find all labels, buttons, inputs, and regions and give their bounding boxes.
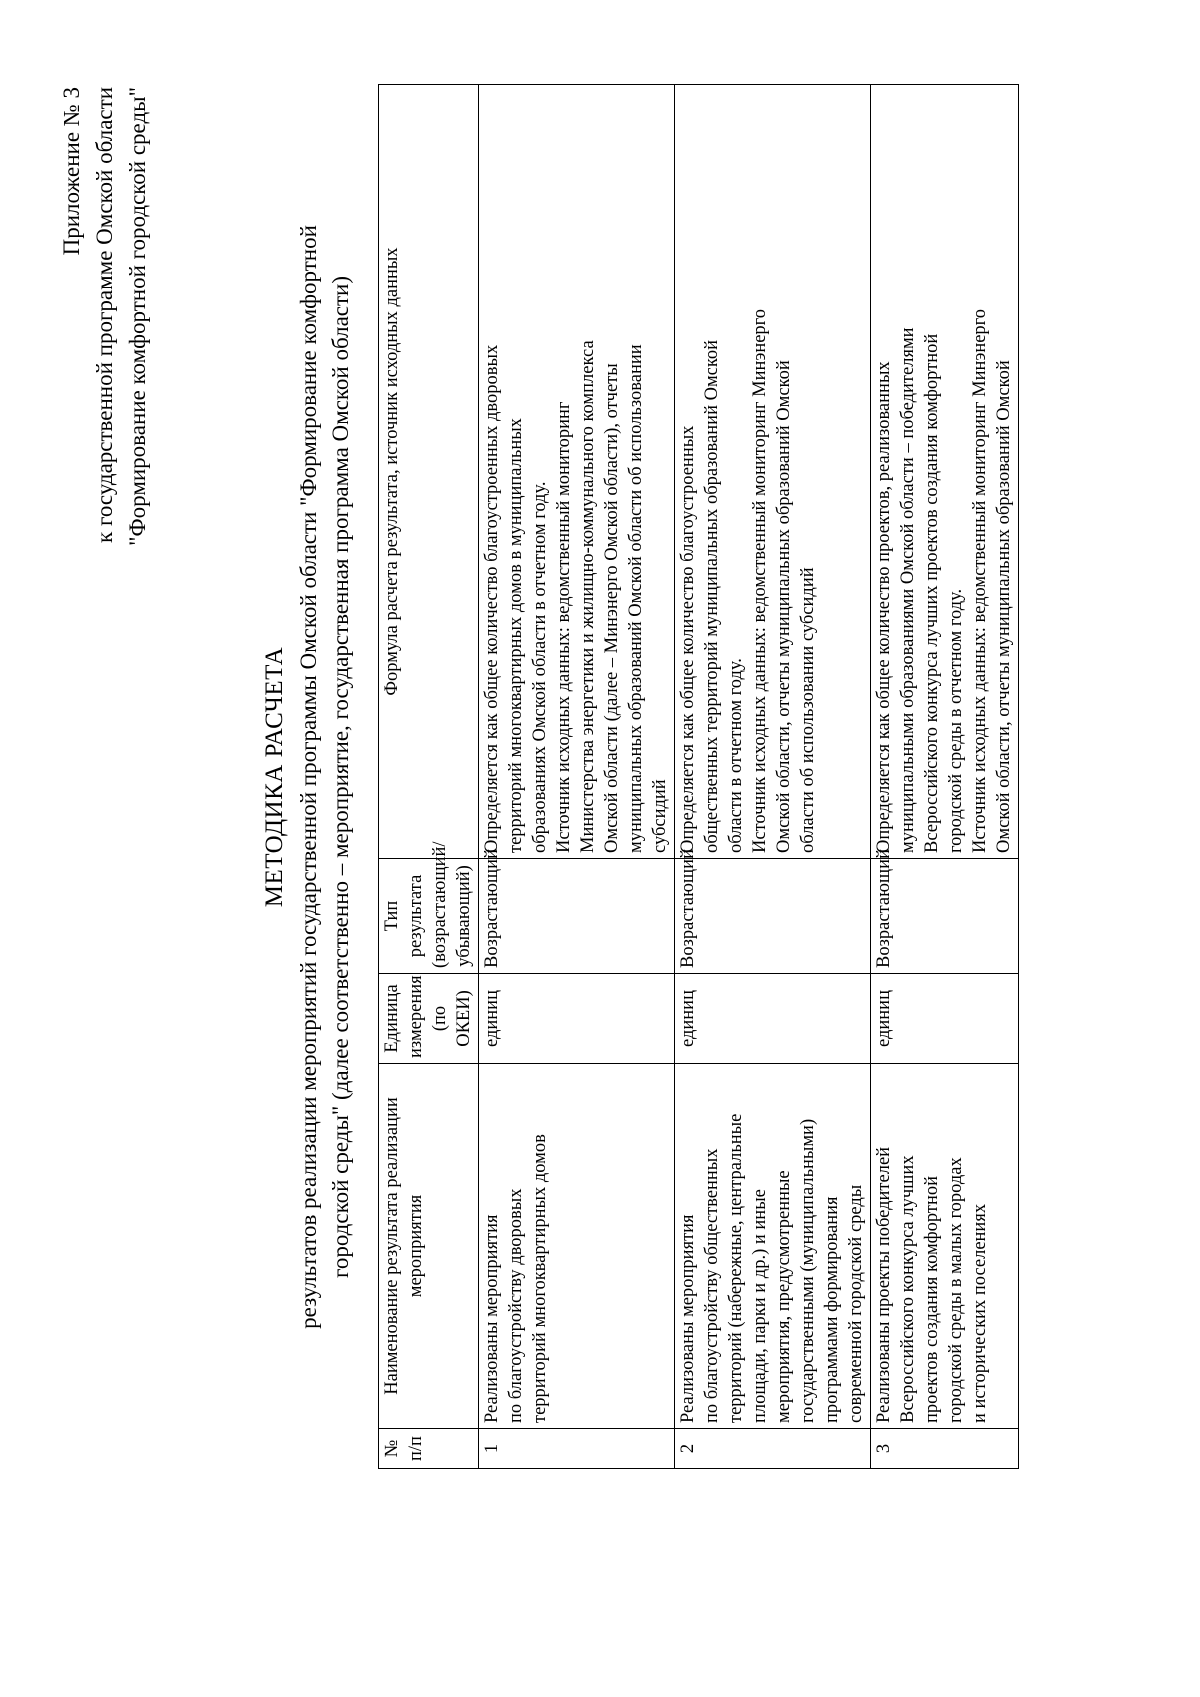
document-subtitle-line-2: городской среды" (далее соответственно – мероприятие, государственная программа Омской области)	[328, 275, 353, 1279]
row-result-type: Возрастающий	[871, 859, 1019, 974]
header-number: № п/п	[379, 1429, 479, 1469]
row-result-name: Реализованы мероприятия по благоустройству дворовых территорий многоквартирных домов	[479, 1064, 675, 1429]
row-result-type: Возрастающий	[675, 859, 871, 974]
row-number: 3	[871, 1429, 1019, 1469]
document-title: МЕТОДИКА РАСЧЕТА	[261, 646, 288, 908]
appendix-line-1: Приложение № 3	[59, 87, 84, 256]
row-formula: Определяется как общее количество благоустроенных общественных территорий муниципальных образований Омской области в отчетном году. Источник исходных данных: ведомственный мониторинг Минэнерго Омской области, отчеты муниципальных образований Омской области об использовании субсидий	[675, 85, 871, 859]
document-subtitle-line-1: результатов реализации мероприятий государственной программы Омской области "Формирование комфортной	[296, 225, 321, 1329]
appendix-line-3: "Формирование комфортной городской среды"	[125, 87, 150, 546]
row-number: 1	[479, 1429, 675, 1469]
document-title-block	[258, 87, 356, 1467]
methodics-table	[378, 84, 1019, 1469]
appendix-line-2: к государственной программе Омской области	[92, 87, 117, 543]
header-result-name: Наименование результата реализации мероприятия	[379, 1064, 479, 1429]
row-formula: Определяется как общее количество проектов, реализованных муниципальными образованиями Омской области – победителями Всероссийского конкурса лучших проектов создания комфортной городской среды в отчетном году. Источник исходных данных: ведомственный мониторинг Минэнерго Омской области, отчеты муниципальных образований Омской	[871, 85, 1019, 859]
table-row	[871, 85, 1019, 1469]
table-row	[675, 85, 871, 1469]
header-result-type: Тип результата (возрастающий/ убывающий)	[379, 859, 479, 974]
row-result-name: Реализованы проекты победителей Всероссийского конкурса лучших проектов создания комфортной городской среды в малых городах и исторических поселениях	[871, 1064, 1019, 1429]
appendix-header	[55, 87, 154, 1467]
row-unit: единиц	[871, 974, 1019, 1064]
table-row	[479, 85, 675, 1469]
header-formula: Формула расчета результата, источник исходных данных	[379, 85, 479, 859]
row-formula: Определяется как общее количество благоустроенных дворовых территорий многоквартирных домов в муниципальных образованиях Омской области в отчетном году. Источник исходных данных: ведомственный мониторинг Министерства энергетики и жилищно-коммунального комплекса Омской области (далее – Минэнерго Омской области), отчеты муниципальных образований Омской области об использовании субсидий	[479, 85, 675, 859]
row-result-type: Возрастающий	[479, 859, 675, 974]
table-header-row	[379, 85, 479, 1469]
row-unit: единиц	[479, 974, 675, 1064]
header-unit: Единица измерения (по ОКЕИ)	[379, 974, 479, 1064]
row-unit: единиц	[675, 974, 871, 1064]
row-result-name: Реализованы мероприятия по благоустройству общественных территорий (набережные, центральные площади, парки и др.) и иные мероприятия, предусмотренные государственными (муниципальными) программами формирования современной городской среды	[675, 1064, 871, 1429]
row-number: 2	[675, 1429, 871, 1469]
